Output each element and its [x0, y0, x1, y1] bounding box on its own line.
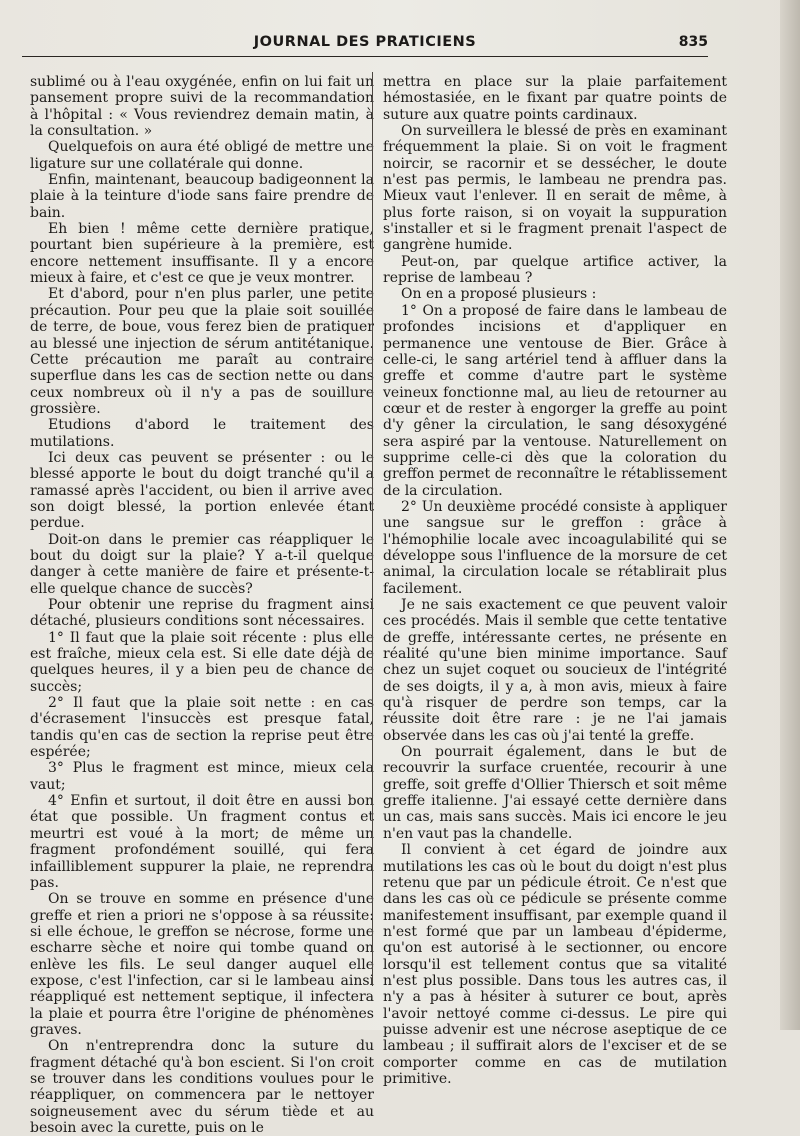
paragraph: 2° Un deuxième procédé consiste à appliquer une sangsue sur le greffon : grâce à l'hémophilie locale avec incoagulabilité qui se développe sous l'influence de la morsure de cet animal, la circulation locale se rétablirait plus facilement. [383, 498, 727, 597]
paragraph: Et d'abord, pour n'en plus parler, une petite précaution. Pour peu que la plaie soit souillée de terre, de boue, vous ferez bien de pratiquer au blessé une injection de sérum antitétanique. Cette précaution me paraît au contraire superflue dans les cas de section nette ou dans ceux nombreux où il n'y a pas de souillure grossière. [30, 286, 374, 417]
paragraph: On se trouve en somme en présence d'une greffe et rien a priori ne s'oppose à sa réussite: si elle échoue, le greffon se nécrose, forme une escharre sèche et noire qui tombe quand on enlève les fils. Le seul danger auquel elle expose, c'est l'infection, car si le lambeau ainsi réappliqué est nettement septique, il infectera la plaie et pourra être l'origine de phénomènes graves. [30, 891, 374, 1038]
paragraph: Etudions d'abord le traitement des mutilations. [30, 417, 374, 450]
paragraph: Peut-on, par quelque artifice activer, la reprise de lambeau ? [383, 253, 727, 287]
paragraph: 3° Plus le fragment est mince, mieux cela vaut; [30, 760, 374, 793]
paragraph: Enfin, maintenant, beaucoup badigeonnent la plaie à la teinture d'iode sans faire prendre de bain. [30, 172, 374, 221]
right-column [383, 74, 727, 1087]
paragraph: sublimé ou à l'eau oxygénée, enfin on lui fait un pansement propre suivi de la recommandation à l'hôpital : « Vous reviendrez demain matin, à la consultation. » [30, 74, 374, 140]
paragraph: Pour obtenir une reprise du fragment ainsi détaché, plusieurs conditions sont nécessaires. [30, 597, 374, 630]
journal-title: JOURNAL DES PRATICIENS [253, 34, 477, 50]
paragraph: Doit-on dans le premier cas réappliquer le bout du doigt sur la plaie? Y a-t-il quelque danger à cette manière de faire et présente-t-elle quelque chance de succès? [30, 531, 374, 597]
left-column [30, 74, 374, 1136]
paragraph: On surveillera le blessé de près en examinant fréquemment la plaie. Si on voit le fragment noircir, se racornir et se dessécher, le doute n'est pas permis, le lambeau ne prendra pas. Mieux vaut l'enlever. Il en serait de même, à plus forte raison, si on voyait la suppuration s'installer et si le fragment prenait l'aspect de gangrène humide. [383, 123, 727, 254]
paragraph: Il convient à cet égard de joindre aux mutilations les cas où le bout du doigt n'est plus retenu que par un pédicule étroit. Ce n'est que dans les cas où ce pédicule se présente comme manifestement insuffisant, par exemple quand il n'est formé que par un lambeau d'épiderme, qu'on est autorisé à le sectionner, ou encore lorsqu'il est tellement contus que sa vitalité n'est plus possible. Dans tous les autres cas, il n'y a pas à hésiter à suturer ce bout, après l'avoir nettoyé comme ci-dessus. Le pire qui puisse advenir est une nécrose aseptique de ce lambeau ; il suffirait alors de l'exciser et de se comporter comme en cas de mutilation primitive. [383, 842, 727, 1087]
paragraph: On n'entreprendra donc la suture du fragment détaché qu'à bon escient. Si l'on croit se trouver dans les conditions voulues pour le réappliquer, on commencera par le nettoyer soigneusement avec du sérum tiède et au besoin avec la curette, puis on le [30, 1038, 374, 1136]
paragraph: On pourrait également, dans le but de recouvrir la surface cruentée, recourir à une greffe, soit greffe d'Ollier Thiersch et soit même greffe italienne. J'ai essayé cette dernière dans un cas, mais sans succès. Mais ici encore le jeu n'en vaut pas la chandelle. [383, 744, 727, 842]
paragraph: mettra en place sur la plaie parfaitement hémostasiée, en le fixant par quatre points de suture aux quatre points cardinaux. [383, 74, 727, 123]
paragraph: 4° Enfin et surtout, il doit être en aussi bon état que possible. Un fragment contus et meurtri est voué à la mort; de même un fragment profondément souillé, qui fera infailliblement suppurer la plaie, ne reprendra pas. [30, 793, 374, 891]
paragraph: Ici deux cas peuvent se présenter : ou le blessé apporte le bout du doigt tranché qu'il a ramassé après l'accident, ou bien il arrive avec son doigt blessé, la portion enlevée étant perdue. [30, 449, 374, 532]
page-edge [780, 0, 800, 1030]
paragraph: On en a proposé plusieurs : [401, 286, 597, 303]
paragraph: Eh bien ! même cette dernière pratique, pourtant bien supérieure à la première, est encore nettement insuffisante. Il y a encore mieux à faire, et c'est ce que je veux montrer. [30, 221, 374, 287]
running-header [22, 30, 708, 57]
paragraph: Je ne sais exactement ce que peuvent valoir ces procédés. Mais il semble que cette tentative de greffe, intéressante certes, ne présente en réalité qu'une bien minime importance. Sauf chez un sujet coquet ou soucieux de l'intégrité de ses doigts, il y a, à mon avis, mieux à faire qu'à risquer de perdre son temps, car la réussite doit être rare : je ne l'ai jamais observée dans les cas où j'ai tenté la greffe. [383, 597, 727, 744]
paragraph: Quelquefois on aura été obligé de mettre une ligature sur une collatérale qui donne. [30, 139, 374, 172]
column-divider [372, 72, 373, 986]
paragraph: 2° Il faut que la plaie soit nette : en cas d'écrasement l'insuccès est presque fatal, tandis qu'en cas de section la reprise peut être espérée; [30, 695, 374, 761]
paragraph: 1° On a proposé de faire dans le lambeau de profondes incisions et d'appliquer en permanence une ventouse de Bier. Grâce à celle-ci, le sang artériel tend à affluer dans la greffe et comme d'autre part le système veineux fonctionne mal, au lieu de retourner au cœur et de rester à engorger la greffe au point d'y gêner la circulation, le sang désoxygéné sera aspiré par la ventouse. Naturellement on supprime celle-ci dès que la coloration du greffon permet de reconnaître le rétablissement de la circulation. [383, 302, 727, 499]
page-number: 835 [678, 34, 708, 50]
paragraph: 1° Il faut que la plaie soit récente : plus elle est fraîche, mieux cela est. Si elle date déjà de quelques heures, il y a bien peu de chance de succès; [30, 629, 374, 695]
